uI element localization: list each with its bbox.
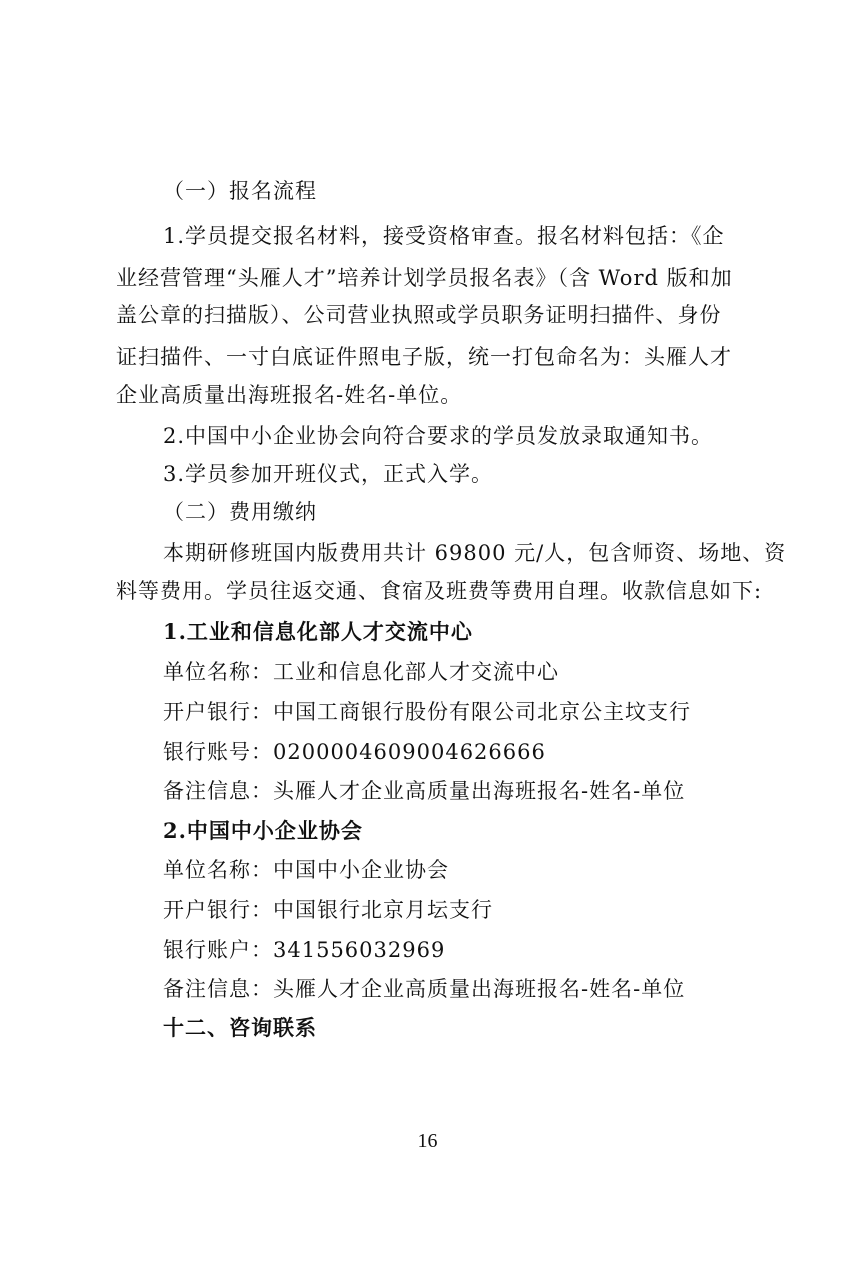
fee-payment-heading: （二）费用缴纳 — [163, 500, 317, 524]
registration-item-1-line-2: 业经营管理“头雁人才”培养计划学员报名表》（含 Word 版和加 — [116, 266, 733, 290]
registration-item-1-line-3: 盖公章的扫描版）、公司营业执照或学员职务证明扫描件、身份 — [116, 303, 722, 327]
registration-item-1-line-1: 1.学员提交报名材料，接受资格审查。报名材料包括：《企 — [163, 224, 725, 248]
registration-process-heading: （一）报名流程 — [163, 179, 317, 203]
payee-2-title: 2.中国中小企业协会 — [163, 818, 363, 843]
registration-item-1-line-4: 证扫描件、一寸白底证件照电子版，统一打包命名为：头雁人才 — [116, 345, 732, 369]
registration-item-2: 2.中国中小企业协会向符合要求的学员发放录取通知书。 — [163, 424, 714, 448]
registration-item-3: 3.学员参加开班仪式，正式入学。 — [163, 462, 494, 486]
payee-2-bank: 开户银行：中国银行北京月坛支行 — [163, 898, 493, 922]
payee-1-account: 银行账号：0200004609004626666 — [163, 740, 546, 764]
page-number: 16 — [417, 1130, 438, 1152]
consultation-contact-heading: 十二、咨询联系 — [163, 1015, 317, 1040]
payee-1-title: 1.工业和信息化部人才交流中心 — [163, 619, 473, 644]
payee-1-bank: 开户银行：中国工商银行股份有限公司北京公主坟支行 — [163, 700, 691, 724]
payee-1-unit-name: 单位名称：工业和信息化部人才交流中心 — [163, 660, 559, 684]
fee-paragraph-line-2: 料等费用。学员往返交通、食宿及班费等费用自理。收款信息如下: — [116, 579, 763, 603]
registration-item-1-line-5: 企业高质量出海班报名-姓名-单位。 — [116, 383, 463, 407]
payee-2-unit-name: 单位名称：中国中小企业协会 — [163, 858, 449, 882]
payee-2-account: 银行账户：341556032969 — [163, 938, 446, 962]
payee-2-remark: 备注信息：头雁人才企业高质量出海班报名-姓名-单位 — [163, 977, 686, 1001]
payee-1-remark: 备注信息：头雁人才企业高质量出海班报名-姓名-单位 — [163, 779, 686, 803]
fee-paragraph-line-1: 本期研修班国内版费用共计 69800 元/人，包含师资、场地、资 — [163, 541, 787, 565]
